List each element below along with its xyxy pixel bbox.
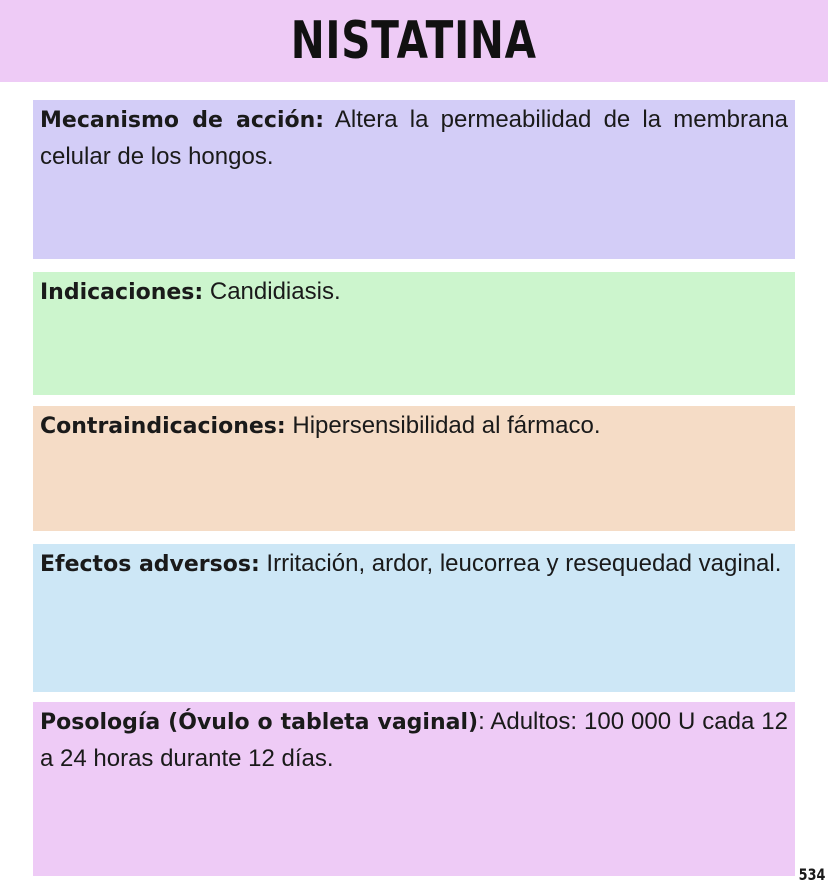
section-text: : Adultos: 100 000 U cada 12 a 24 horas durante 12 días. bbox=[40, 708, 788, 772]
section-indicaciones bbox=[33, 272, 795, 395]
section-text: Altera la permeabilidad de la membrana celular de los hongos. bbox=[40, 106, 788, 170]
page-number: 534 bbox=[798, 865, 825, 884]
title-banner bbox=[0, 0, 828, 82]
section-efectos-adversos bbox=[33, 544, 795, 692]
section-posologia bbox=[33, 702, 795, 876]
section-label: Efectos adversos: bbox=[40, 552, 260, 577]
page-title: NISTATINA bbox=[290, 11, 538, 71]
section-mecanismo bbox=[33, 100, 795, 259]
section-text: Irritación, ardor, leucorrea y resequedad vaginal. bbox=[259, 550, 782, 577]
section-label: Contraindicaciones: bbox=[40, 414, 286, 439]
section-label: Indicaciones: bbox=[40, 280, 204, 305]
section-label: Mecanismo de acción: bbox=[40, 108, 325, 133]
section-text: Candidiasis. bbox=[203, 278, 341, 305]
section-text: Hipersensibilidad al fármaco. bbox=[285, 412, 601, 439]
section-contraindicaciones bbox=[33, 406, 795, 531]
section-label: Posología (Óvulo o tableta vaginal) bbox=[40, 710, 479, 735]
